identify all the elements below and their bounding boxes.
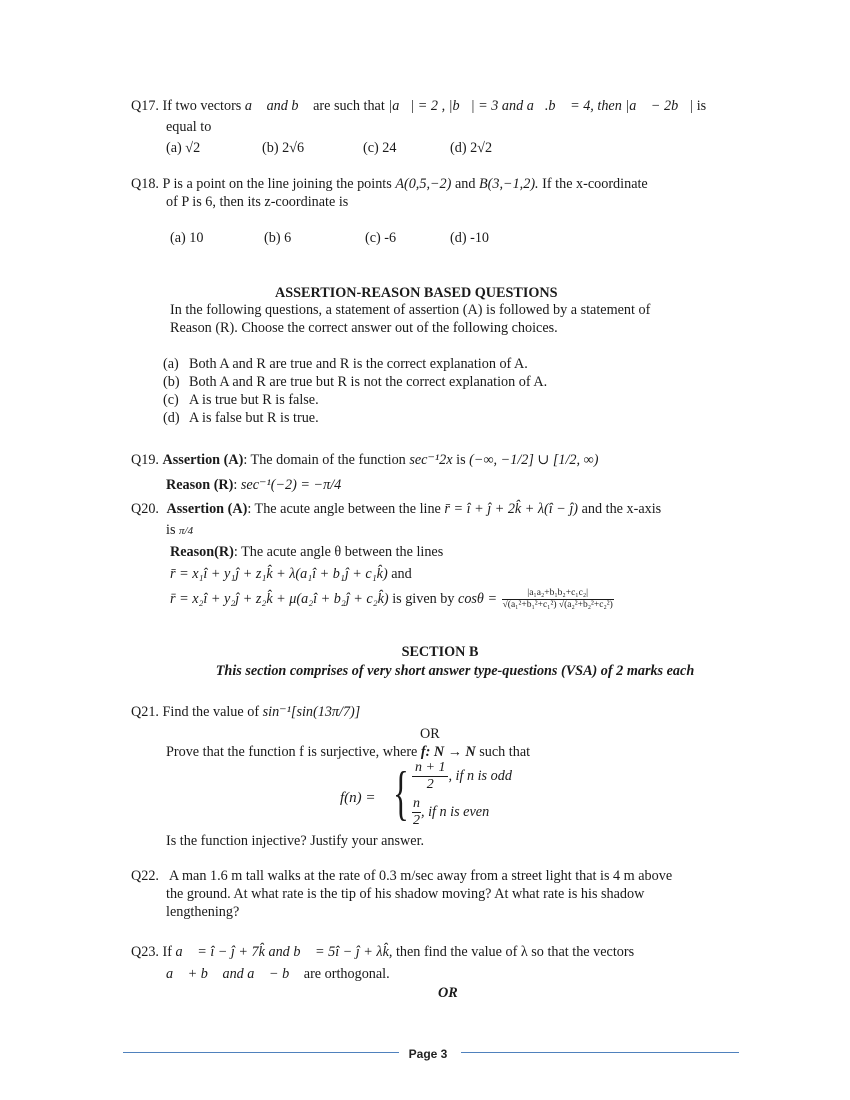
q23-line2-expression: a⃗ + b⃗ and a⃗ − b⃗ (166, 966, 301, 982)
ar-choice-text: Both A and R are true but R is not the correct explanation of A. (189, 374, 548, 390)
q20-cos-fraction (502, 588, 614, 611)
q17-vector-a: a⃗ (244, 98, 264, 114)
ar-intro-line1: In the following questions, a statement of assertion (A) is followed by a statement of (170, 302, 651, 318)
q22-line2: the ground. At what rate is the tip of his shadow moving? At what rate is his shadow (166, 886, 645, 902)
ar-choice-label: (b) (163, 374, 180, 390)
q19-domain: (−∞, −1/2] ∪ [1/2, ∞) (469, 452, 599, 468)
q20-angle: π/4 (179, 525, 194, 537)
q19-number: Q19. (131, 452, 159, 468)
q18-option-b: (b) 6 (264, 230, 292, 246)
q21-or: OR (420, 726, 440, 742)
q20-is-line (166, 521, 193, 540)
q19-is: is (456, 452, 466, 468)
q23-vector-b: b⃗ = 5î − ĵ + λk̂, (293, 944, 393, 960)
q19-assertion-label: Assertion (A) (162, 452, 244, 468)
q18-point-a: A(0,5,−2) (395, 176, 452, 192)
section-b-subheading: This section comprises of very short answer type-questions (VSA) of 2 marks each (215, 663, 695, 679)
q17-option-c: (c) 24 (363, 140, 397, 156)
q19-assertion-text: : The domain of the function (243, 452, 406, 468)
q17-text-c: is (696, 98, 707, 114)
q21-case2-denominator: 2 (413, 813, 420, 828)
q17-line1 (131, 97, 706, 115)
q17-text-b: are such that (313, 98, 385, 114)
q22-line3: lengthening? (166, 904, 240, 920)
q17-option-b: (b) 2√6 (262, 140, 305, 156)
q20-and: and (391, 566, 412, 582)
q21-case2-condition: , if n is even (421, 803, 490, 820)
q21-case1-denominator: 2 (426, 777, 434, 792)
q17-number: Q17. (131, 98, 159, 114)
assertion-reason-heading: ASSERTION-REASON BASED QUESTIONS (275, 285, 558, 301)
ar-choice-label: (a) (163, 356, 179, 372)
q17-option-d: (d) 2√2 (450, 140, 493, 156)
ar-choice-label: (c) (163, 392, 179, 408)
q19-reason-text: sec⁻¹(−2) = −π/4 (240, 477, 342, 493)
q18-line2: of P is 6, then its z-coordinate is (166, 194, 349, 210)
q20-first-line (170, 565, 412, 583)
q21-case-even (412, 796, 489, 829)
q18-option-a: (a) 10 (170, 230, 204, 246)
q23-line2-text: are orthogonal. (303, 966, 390, 982)
q18-line1 (131, 175, 648, 193)
page-number: Page 3 (408, 1047, 448, 1061)
ar-choice-d (163, 409, 319, 427)
q21-brace: { (393, 760, 409, 826)
q17-conditions: |a⃗| = 2 , |b⃗| = 3 and a⃗.b⃗ = 4, then |a⃗ − 2b⃗| (388, 98, 694, 114)
q20-assertion (131, 500, 661, 518)
q23-if: If (162, 944, 172, 960)
q18-text-b: If the x-coordinate (542, 176, 648, 192)
q23-line1 (131, 943, 634, 961)
q17-text-a: If two vectors (162, 98, 242, 114)
q23-number: Q23. (131, 944, 159, 960)
q21-line1 (131, 703, 360, 721)
q23-vector-a: a⃗ = î − ĵ + 7k̂ (175, 944, 265, 960)
q17-option-a: (a) √2 (166, 140, 201, 156)
q17-and: and (266, 98, 288, 114)
q18-number: Q18. (131, 176, 159, 192)
q18-and: and (454, 176, 476, 192)
q20-second-line (170, 588, 615, 611)
q18-option-c: (c) -6 (365, 230, 397, 246)
q20-is: is (166, 522, 176, 538)
q20-reason (170, 543, 443, 561)
q22-number: Q22. (131, 868, 159, 884)
q17-vector-b: b⃗ (291, 98, 310, 114)
q21-alt-text-a: Prove that the function f is surjective, where (166, 744, 418, 760)
q21-alt-line (166, 743, 530, 761)
footer-rule-left (123, 1052, 399, 1053)
ar-intro-line2: Reason (R). Choose the correct answer out of the following choices. (170, 320, 558, 336)
q20-cos: cosθ = (458, 590, 498, 607)
q23-or: OR (438, 985, 458, 1001)
q19-function: sec⁻¹2x (409, 452, 453, 468)
q21-case2-numerator: n (413, 796, 420, 811)
q20-text-b: and the x-axis (581, 501, 662, 517)
q21-mapping: f: N → N (420, 744, 476, 760)
ar-choice-label: (d) (163, 410, 180, 426)
q20-cos-denominator: √(a₁²+b₁²+c₁²) √(a₂²+b₂²+c₂²) (502, 600, 613, 610)
q21-followup: Is the function injective? Justify your answer. (166, 833, 425, 849)
q20-reason-text: : The acute angle θ between the lines (233, 544, 444, 560)
q20-number: Q20. (131, 501, 159, 517)
ar-choice-text: Both A and R are true and R is the correct explanation of A. (189, 356, 528, 372)
q23-text: then find the value of λ so that the vectors (395, 944, 635, 960)
q20-assertion-text: : The acute angle between the line (247, 501, 441, 517)
q21-fn-label: f(n) = (340, 790, 376, 806)
ar-choice-text: A is false but R is true. (189, 410, 319, 426)
q19-reason: Reason (R): sec⁻¹(−2) = −π/4 (166, 477, 342, 493)
q21-alt-text-b: such that (479, 744, 531, 760)
q21-text: Find the value of (162, 704, 260, 720)
q18-option-d: (d) -10 (450, 230, 490, 246)
q22-line1 (131, 867, 672, 885)
q18-point-b: B(3,−1,2). (478, 176, 539, 192)
q20-line-equation: r̄ = î + ĵ + 2k̂ + λ(î − ĵ) (444, 501, 579, 517)
q20-cos-numerator: |a₁a₂+b₁b₂+c₁c₂| (502, 588, 614, 600)
q22-text-line1: A man 1.6 m tall walks at the rate of 0.3 m/sec away from a street light that is 4 m above (169, 868, 673, 884)
footer-rule-right (461, 1052, 739, 1053)
q21-case1-condition: , if n is odd (448, 767, 512, 784)
q23-line2 (166, 965, 390, 983)
q18-text-a: P is a point on the line joining the points (162, 176, 392, 192)
ar-choice-b (163, 373, 547, 391)
ar-choice-a (163, 355, 528, 373)
q23-and: and (268, 944, 290, 960)
q20-assertion-label: Assertion (A) (166, 501, 248, 517)
q20-given-by: is given by (392, 590, 455, 607)
q21-case-odd (412, 760, 512, 793)
section-b-heading: SECTION B (401, 644, 479, 660)
q20-line2-equation: r̄ = x₂î + y₂ĵ + z₂k̂ + μ(a₂î + b₂ĵ + c₂k̂) (170, 590, 389, 607)
q21-expression: sin⁻¹[sin(13π/7)] (262, 704, 361, 720)
q17-line2: equal to (166, 119, 212, 135)
q21-case1-numerator: n + 1 (412, 760, 448, 777)
q19-reason-label: Reason (R) (166, 477, 234, 493)
q20-line1-equation: r̄ = x₁î + y₁ĵ + z₁k̂ + λ(a₁î + b₁ĵ + c₁k̂) (170, 566, 388, 582)
q20-reason-label: Reason(R) (170, 544, 234, 560)
ar-choice-c (163, 391, 319, 409)
q19-assertion (131, 451, 598, 469)
ar-choice-text: A is true but R is false. (189, 392, 319, 408)
q21-number: Q21. (131, 704, 159, 720)
